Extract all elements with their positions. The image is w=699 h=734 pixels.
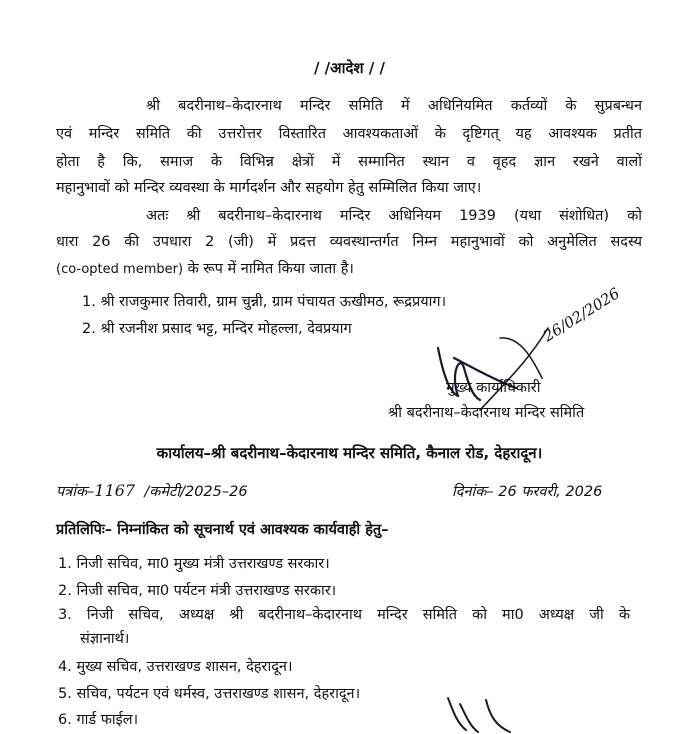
member-item-1: 1. श्री राजकुमार तिवारी, ग्राम चुन्नी, ग्राम पंचायत ऊखीमठ, रूद्रप्रयाग। (82, 294, 447, 310)
para2-line-3-text: के रूप में नामित किया जाता है। (187, 261, 354, 277)
copy-item-5: 5. सचिव, पर्यटन एवं धर्मस्व, उत्तराखण्ड शासन, देहरादून। (58, 686, 361, 702)
copy-item-3: 3. निजी सचिव, अध्यक्ष श्री बदरीनाथ–केदारनाथ मन्दिर समिति को मा0 अध्यक्ष जी के (58, 607, 630, 623)
letter-number-value: 1167 (94, 481, 136, 500)
signatory-title: मुख्य कार्याधिकारी (446, 380, 541, 396)
member-item-2: 2. श्री रजनीश प्रसाद भट्ट, मन्दिर मोहल्ला, देवप्रयाग (82, 321, 352, 337)
copy-item-4: 4. मुख्य सचिव, उत्तराखण्ड शासन, देहरादून। (58, 659, 293, 675)
copy-item-1: 1. निजी सचिव, मा0 मुख्य मंत्री उत्तराखण्ड सरकार। (58, 556, 330, 572)
signatory-org: श्री बदरीनाथ–केदारनाथ मन्दिर समिति (388, 405, 585, 421)
letter-date: दिनांक– 26 फरवरी, 2026 (452, 484, 603, 500)
copy-item-3-cont: संज्ञानार्थ। (80, 631, 130, 647)
letter-number-suffix: /कमेटी/2025–26 (144, 484, 248, 500)
letter-number (56, 481, 248, 501)
order-heading: / /आदेश / / (313, 59, 386, 77)
para1-line-2: एवं मन्दिर समिति की उत्तरोत्तर विस्तारित आवश्यकताओं के दृष्टिगत् यह आवश्यक प्रतीत (56, 126, 642, 142)
handwritten-date: 26/02/2026 (540, 284, 623, 346)
letter-number-label: पत्रांक– (56, 484, 95, 500)
copy-heading: प्रतिलिपिः– निम्नांकित को सूचनार्थ एवं आवश्यक कार्यवाही हेतु– (56, 522, 389, 538)
copy-item-2: 2. निजी सचिव, मा0 पर्यटन मंत्री उत्तराखण्ड सरकार। (58, 583, 337, 599)
para1-line-4: महानुभावों को मन्दिर व्यवस्था के मार्गदर्शन और सहयोग हेतु सम्मिलित किया जाए। (56, 180, 482, 196)
para2-line-2: धारा 26 की उपधारा 2 (जी) में प्रदत्त व्यवस्थान्तर्गत निम्न महानुभावों को अनुमेलित सदस्य (56, 234, 642, 250)
co-opted-member-term: (co-opted member) (56, 262, 184, 277)
office-address: कार्यालय–श्री बदरीनाथ–केदारनाथ मन्दिर समिति, कैनाल रोड, देहरादून। (156, 444, 543, 462)
para2-line-1: अतः श्री बदरीनाथ–केदारनाथ मन्दिर अधिनियम 1939 (यथा संशोधित) को (146, 208, 642, 224)
para1-line-3: होता है कि, समाज के विभिन्न क्षेत्रों में सम्मानित स्थान व वृहद ज्ञान रखने वालों (56, 154, 642, 170)
signature-mark-bottom (430, 690, 540, 734)
para2-line-3 (56, 258, 354, 278)
para1-line-1: श्री बदरीनाथ–केदारनाथ मन्दिर समिति में अधिनियमित कर्तव्यों के सुप्रबन्धन (146, 98, 642, 114)
copy-item-6: 6. गार्ड फाईल। (58, 712, 139, 728)
